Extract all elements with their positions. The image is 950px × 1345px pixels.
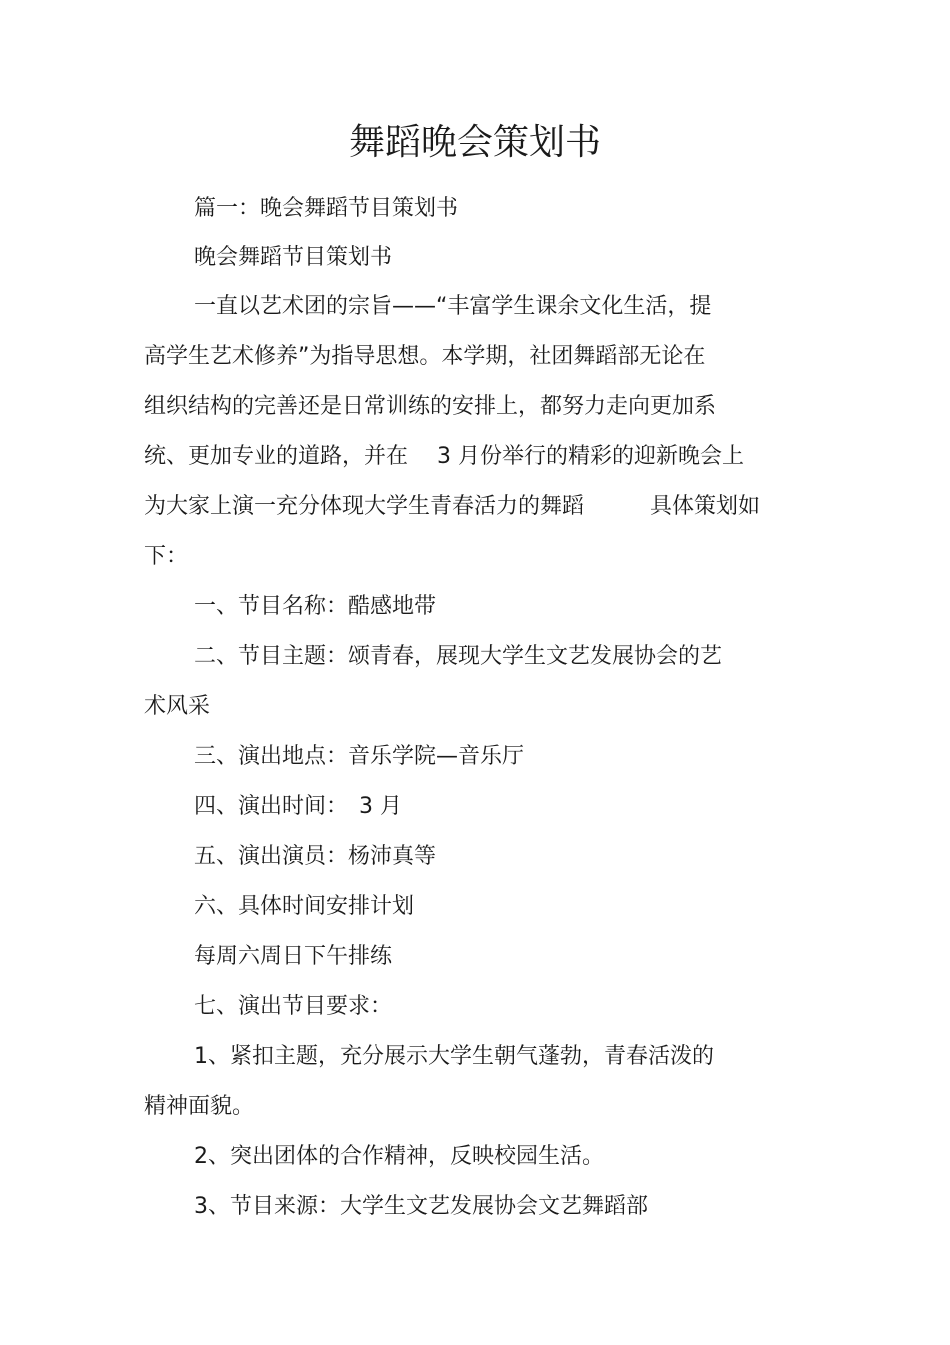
paragraph-line: 为大家上演一充分体现大学生青春活力的舞蹈 具体策划如 xyxy=(144,494,761,519)
subtitle: 晚会舞蹈节目策划书 xyxy=(194,245,393,270)
list-item-continuation: 术风采 xyxy=(144,694,211,719)
requirement-item: 2、突出团体的合作精神，反映校园生活。 xyxy=(194,1144,604,1169)
paragraph-line: 下： xyxy=(144,544,189,569)
list-item: 七、演出节目要求： xyxy=(194,994,393,1019)
requirement-item: 1、紧扣主题，充分展示大学生朝气蓬勃，青春活泼的 xyxy=(194,1044,714,1069)
section-heading: 篇一：晚会舞蹈节目策划书 xyxy=(194,196,459,221)
list-item: 五、演出演员：杨沛真等 xyxy=(194,844,437,869)
paragraph-line: 高学生艺术修养”为指导思想。本学期，社团舞蹈部无论在 xyxy=(144,344,706,369)
list-item: 六、具体时间安排计划 xyxy=(194,894,415,919)
paragraph-line: 统、更加专业的道路，并在 3 月份举行的精彩的迎新晚会上 xyxy=(144,444,744,469)
document-title: 舞蹈晚会策划书 xyxy=(348,122,601,163)
list-item: 三、演出地点：音乐学院—音乐厅 xyxy=(194,744,525,769)
paragraph-line: 一直以艺术团的宗旨——“丰富学生课余文化生活，提 xyxy=(194,294,712,319)
list-item-detail: 每周六周日下午排练 xyxy=(194,944,393,969)
paragraph-line: 组织结构的完善还是日常训练的安排上，都努力走向更加系 xyxy=(144,394,717,419)
list-item: 二、节目主题：颂青春，展现大学生文艺发展协会的艺 xyxy=(194,644,723,669)
requirement-item-continuation: 精神面貌。 xyxy=(144,1094,255,1119)
requirement-item: 3、节目来源：大学生文艺发展协会文艺舞蹈部 xyxy=(194,1194,648,1219)
list-item: 一、节目名称：酷感地带 xyxy=(194,594,437,619)
list-item: 四、演出时间： 3 月 xyxy=(194,794,402,819)
